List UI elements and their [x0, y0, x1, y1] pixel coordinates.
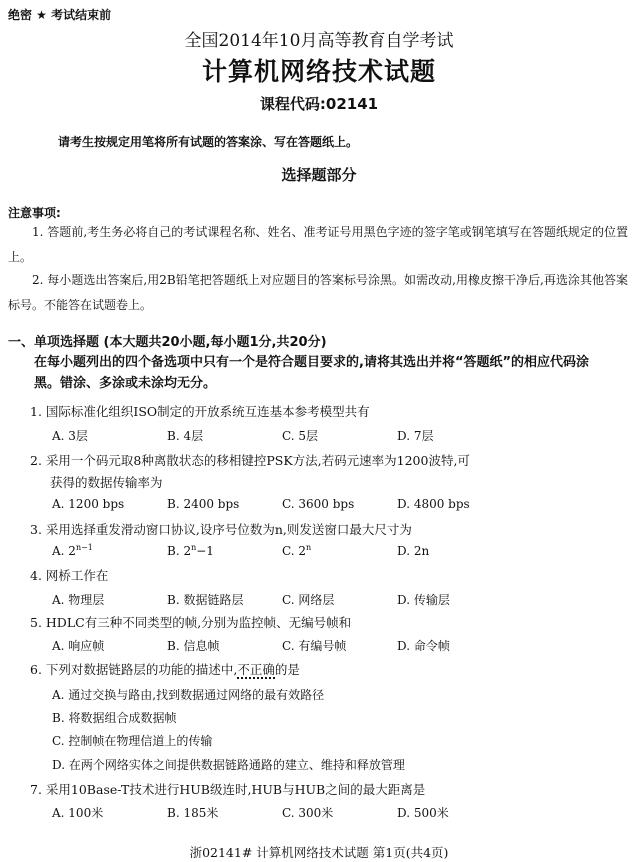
answer-instruction: 请考生按规定用笔将所有试题的答案涂、写在答题纸上。 [58, 135, 359, 149]
option: B. 2400 bps [167, 497, 240, 511]
option: C. 2$^n$ [282, 543, 312, 558]
option: B. $2^n-1$ [167, 543, 214, 558]
option: C. 网络层 [282, 593, 335, 607]
option: D. 4800 bps [397, 497, 470, 511]
question-stem: 5. HDLC有三种不同类型的帧,分别为监控帧、无编号帧和 [30, 615, 352, 630]
confidential-label: 绝密 ★ 考试结束前 [8, 8, 112, 22]
option: B. 信息帧 [167, 639, 220, 653]
exam-name: 全国2014年10月高等教育自学考试 [184, 31, 454, 51]
option: A. 响应帧 [52, 639, 105, 653]
part-title: 选择题部分 [281, 166, 357, 184]
note-item: 2. 每小题选出答案后,用2B铅笔把答题纸上对应题目的答案标号涂黑。如需改动,用橡皮擦干净后,再选涂其他答案标号。不能答在试题卷上。 [8, 273, 628, 312]
option: C. 5层 [282, 429, 319, 443]
option: A. 1200 bps [52, 497, 125, 511]
option: A. 物理层 [52, 593, 105, 607]
emphasis-text: 不正确 [237, 662, 275, 677]
note-item: 1. 答题前,考生务必将自己的考试课程名称、姓名、准考证号用黑色字迹的签字笔或钢笔填写在答题纸规定的位置上。 [8, 225, 628, 264]
option: C. 300米 [282, 806, 334, 820]
question-stem: 7. 采用10Base-T技术进行HUB级连时,HUB与HUB之间的最大距离是 [30, 782, 426, 797]
option: A. 100米 [52, 806, 104, 820]
question-stem-continued: 获得的数据传输率为 [50, 475, 163, 490]
question-stem: 1. 国际标准化组织ISO制定的开放系统互连基本参考模型共有 [30, 404, 370, 419]
option: B. 将数据组合成数据帧 [52, 711, 177, 725]
section-heading: 一、单项选择题 (本大题共20小题,每小题1分,共20分) [8, 335, 327, 350]
option: D. 在两个网络实体之间提供数据链路通路的建立、维持和释放管理 [52, 758, 405, 772]
question-stem: 6. 下列对数据链路层的功能的描述中,不正确的是 [30, 662, 300, 677]
option: D. 500米 [397, 806, 449, 820]
question-stem: 2. 采用一个码元取8种离散状态的移相键控PSK方法,若码元速率为1200波特,可 [30, 453, 470, 468]
question-stem: 3. 采用选择重发滑动窗口协议,设序号位数为n,则发送窗口最大尺寸为 [30, 522, 412, 537]
option: C. 3600 bps [282, 497, 355, 511]
option: B. 4层 [167, 429, 204, 443]
course-code: 课程代码:02141 [259, 95, 379, 113]
question-stem: 4. 网桥工作在 [30, 568, 109, 583]
option: D. 传输层 [397, 593, 450, 607]
option: A. 通过交换与路由,找到数据通过网络的最有效路径 [52, 688, 325, 702]
section-description: 在每小题列出的四个备选项中只有一个是符合题目要求的,请将其选出并将“答题纸”的相应代码涂黑。错涂、多涂或未涂均无分。 [34, 355, 590, 391]
option: A. 3层 [52, 429, 88, 443]
option: A. $2^{n-1}$ [52, 543, 93, 558]
page-footer: 浙02141# 计算机网络技术试题 第1页(共4页) [189, 845, 449, 860]
page-title: 计算机网络技术试题 [201, 57, 436, 86]
option: B. 数据链路层 [167, 593, 244, 607]
option: B. 185米 [167, 806, 219, 820]
option: D. 命令帧 [397, 639, 450, 653]
option: C. 有编号帧 [282, 639, 347, 653]
option: D. 2n [397, 544, 430, 558]
option: D. 7层 [397, 429, 434, 443]
option: C. 控制帧在物理信道上的传输 [52, 734, 213, 748]
notes-heading: 注意事项: [8, 206, 61, 220]
